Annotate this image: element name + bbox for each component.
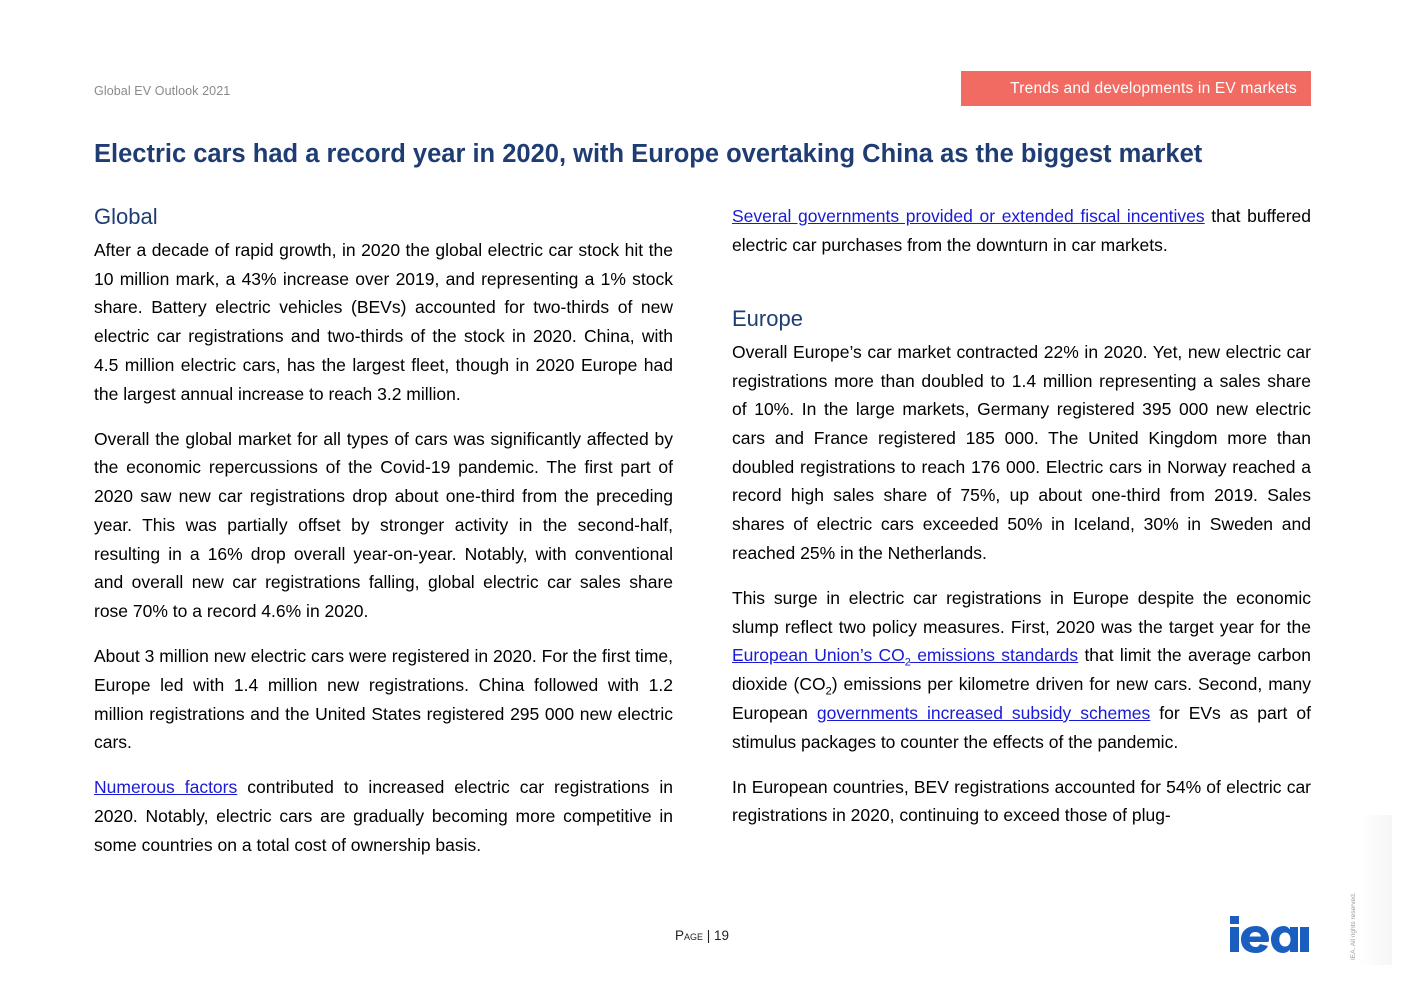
subscript: 2 bbox=[904, 656, 911, 669]
page-footer bbox=[675, 928, 729, 943]
paragraph-text: ) emissions per kilometre driven for new cars. Second, many European bbox=[732, 674, 1311, 723]
section-tab bbox=[961, 71, 1311, 106]
paragraph-text: that limit the average carbon dioxide (CO bbox=[732, 645, 1311, 695]
paragraph: After a decade of rapid growth, in 2020 the global electric car stock hit the 10 million mark, a 43% increase over 2019, and representing a 1% stock share. Battery electric vehicles (BEVs) accounted for two-thirds of new electric car registrations and two-thirds of the stock in 2020. China, with 4.5 million electric cars, has the largest fleet, though in 2020 Europe had the largest annual increase to reach 3.2 million. bbox=[94, 240, 673, 404]
page-separator: | bbox=[703, 928, 715, 943]
publication-name: Global EV Outlook 2021 bbox=[94, 84, 231, 98]
page-title: Electric cars had a record year in 2020, with Europe overtaking China as the biggest market bbox=[94, 140, 1203, 168]
page-number: 19 bbox=[714, 928, 730, 943]
paragraph bbox=[94, 773, 673, 859]
paragraph: Overall the global market for all types of cars was significantly affected by the economic repercussions of the Covid-19 pandemic. The first part of 2020 saw new car registrations drop about one-third from the preceding year. This was partially offset by stronger activity in the second-half, resulting in a 16% drop overall year-on-year. Notably, with conventional and overall new car registrations falling, global electric car sales share rose 70% to a record 4.6% in 2020. bbox=[94, 428, 673, 621]
section-heading-global: Global bbox=[94, 204, 158, 229]
paragraph-text: that buffered electric car purchases from the downturn in car markets. bbox=[732, 206, 1311, 255]
paragraph: About 3 million new electric cars were registered in 2020. For the first time, Europe led with 1.4 million new registrations. China followed with 1.2 million registrations and the United States registered 295 000 new electric cars. bbox=[94, 646, 673, 753]
paragraph-text: for EVs as part of stimulus packages to counter the effects of the pandemic. bbox=[732, 702, 1311, 752]
fiscal-incentives-link[interactable]: Several governments provided or extended fiscal incentives bbox=[732, 206, 1205, 226]
paragraph bbox=[732, 202, 1311, 259]
paragraph bbox=[732, 584, 1311, 756]
paragraph: In European countries, BEV registrations accounted for 54% of electric car registrations in 2020, continuing to exceed those of plug- bbox=[732, 776, 1311, 826]
section-heading-europe: Europe bbox=[732, 305, 803, 331]
paragraph: Overall Europe’s car market contracted 22% in 2020. Yet, new electric car registrations more than doubled to 1.4 million representing a sales share of 10%. In the large markets, Germany registered 395 000 new electric cars and France registered 185 000. The United Kingdom more than doubled registrations to reach 176 000. Electric cars in Norway reached a record high sales share of 75%, up about one-third from 2019. Sales shares of electric cars exceeded 50% in Iceland, 30% in Sweden and reached 25% in the Netherlands. bbox=[732, 341, 1311, 563]
section-tab-label: Trends and developments in EV markets bbox=[1010, 79, 1297, 97]
side-shade bbox=[1358, 815, 1392, 965]
subscript: 2 bbox=[825, 685, 832, 698]
link-text: emissions standards bbox=[910, 645, 1079, 666]
page-label: Page bbox=[675, 928, 704, 943]
rights-notice: IEA. All rights reserved. bbox=[1350, 892, 1357, 960]
right-column bbox=[732, 202, 1311, 847]
left-column bbox=[94, 202, 673, 876]
subsidy-schemes-link[interactable]: governments increased subsidy schemes bbox=[816, 702, 1151, 723]
numerous-factors-link[interactable]: Numerous factors bbox=[94, 777, 238, 798]
link-text: European Union’s CO bbox=[732, 645, 905, 666]
iea-logo-icon bbox=[1228, 916, 1310, 954]
paragraph-text: This surge in electric car registrations in Europe despite the economic slump reflect two policy measures. First, 2020 was the target year for the bbox=[732, 588, 1311, 637]
paragraph-text: contributed to increased electric car registrations in 2020. Notably, electric cars are gradually becoming more competitive in some countries on a total cost of ownership basis. bbox=[94, 777, 673, 855]
eu-co2-standards-link[interactable] bbox=[732, 645, 1079, 669]
